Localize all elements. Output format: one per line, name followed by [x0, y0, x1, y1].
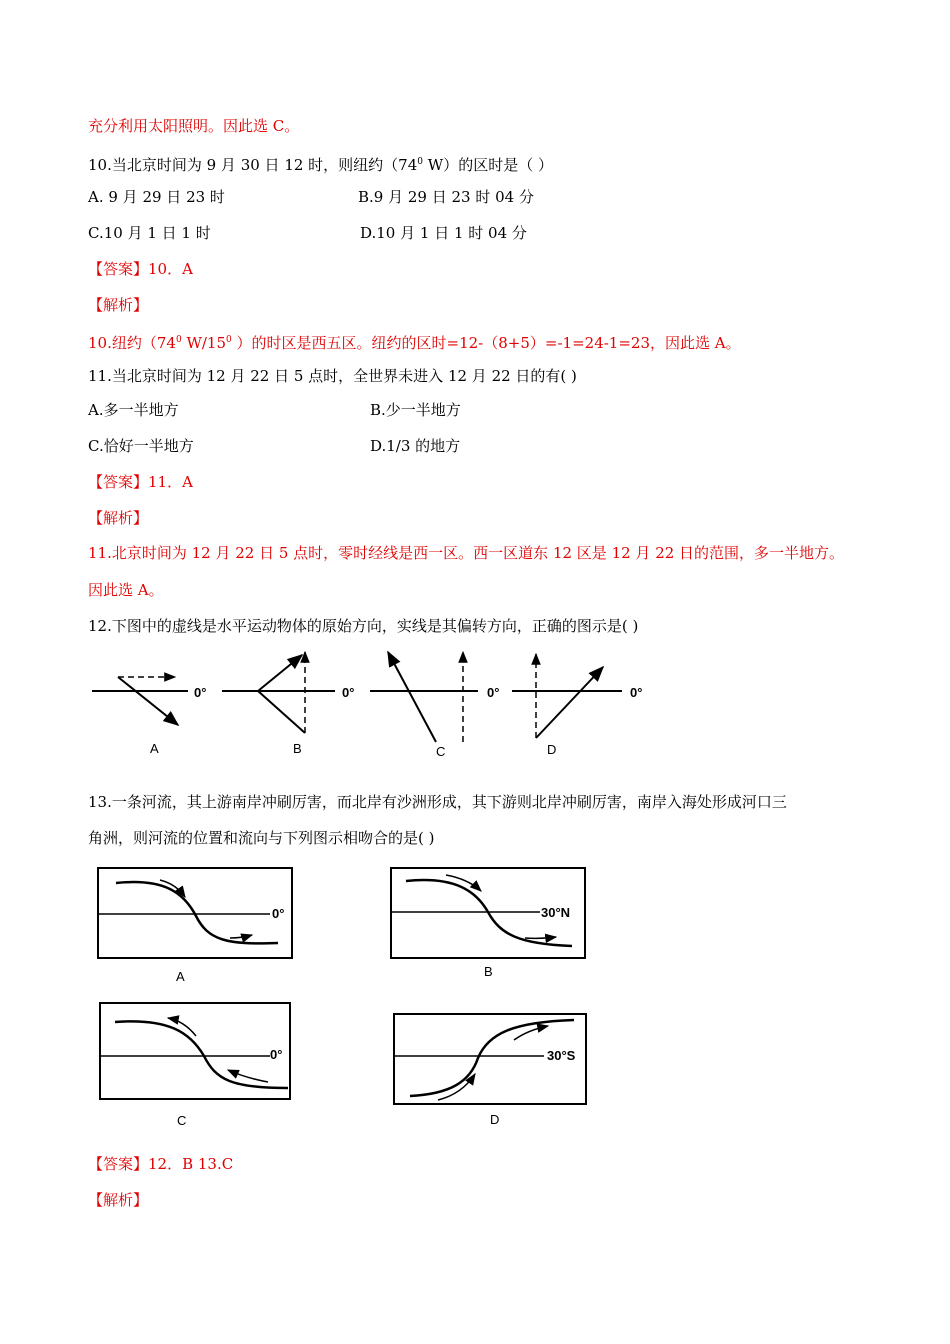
q13-d-arrow1 — [438, 1074, 475, 1100]
q12-stem: 12.下图中的虚线是水平运动物体的原始方向，实线是其偏转方向，正确的图示是( ) — [88, 617, 639, 635]
q13-figure-c — [100, 1003, 290, 1128]
q11-answer: 【答案】11．A — [88, 473, 193, 491]
q12-c-lat: 0° — [487, 685, 500, 700]
q13-stem-line2: 角洲，则河流的位置和流向与下列图示相吻合的是( ) — [88, 829, 435, 847]
q13-b-lat: 30°N — [541, 905, 571, 920]
q11-option-a: A.多一半地方 — [88, 401, 179, 419]
q11-analysis-tag: 【解析】 — [88, 509, 149, 527]
q12-figure-b — [222, 652, 354, 756]
q10-option-c: C.10 月 1 日 1 时 — [88, 224, 211, 242]
q11-analysis-line2: 因此选 A。 — [88, 581, 164, 599]
q13-b-arrow2 — [525, 937, 556, 938]
q13-c-arrow2 — [228, 1070, 268, 1082]
q10-option-d: D.10 月 1 日 1 时 04 分 — [360, 224, 527, 242]
q12-d-label: D — [547, 742, 557, 757]
q13-a-arrow2 — [230, 935, 252, 938]
q13-c-river — [115, 1021, 288, 1088]
q12-a-solid-arrow — [118, 677, 178, 725]
q11-stem: 11.当北京时间为 12 月 22 日 5 点时，全世界未进入 12 月 22 日的有( ) — [88, 367, 577, 385]
q10-option-b: B.9 月 29 日 23 时 04 分 — [358, 188, 534, 206]
q13-c-label: C — [177, 1113, 187, 1128]
q13-a-arrow1 — [160, 880, 185, 897]
q10-stem: 10.当北京时间为 9 月 30 日 12 时，则纽约（$74^0$ W）的区时是（ ） — [88, 156, 553, 174]
q11-analysis-line1: 11.北京时间为 12 月 22 日 5 点时，零时经线是西一区。西一区道东 12 区是 12 月 22 日的范围，多一半地方。 — [88, 544, 845, 562]
q11-option-d: D.1/3 的地方 — [370, 437, 461, 455]
q13-figure-b — [391, 868, 585, 979]
q11-option-b: B.少一半地方 — [370, 401, 461, 419]
q12-a-lat: 0° — [194, 685, 207, 700]
q13-a-label: A — [176, 969, 185, 984]
q12-13-answer: 【答案】12．B 13.C — [88, 1155, 234, 1173]
q12-d-lat: 0° — [630, 685, 643, 700]
q13-c-lat: 0° — [270, 1047, 283, 1062]
q13-a-river — [116, 882, 278, 943]
q11-option-c: C.恰好一半地方 — [88, 437, 194, 455]
q10-analysis-tag: 【解析】 — [88, 296, 149, 314]
intro-line: 充分利用太阳照明。因此选 C。 — [88, 117, 300, 135]
q13-figure-a — [98, 868, 292, 984]
q13-d-arrow2 — [514, 1026, 548, 1040]
q12-figure-a — [92, 677, 206, 756]
q13-d-label: D — [490, 1112, 500, 1127]
q13-stem-line1: 13.一条河流，其上游南岸冲刷厉害，而北岸有沙洲形成，其下游则北岸冲刷厉害，南岸入海处形成河口三 — [88, 793, 787, 811]
q12-b-solid-arrow — [258, 655, 302, 691]
q12-c-label: C — [436, 744, 446, 759]
q13-b-label: B — [484, 964, 493, 979]
q13-d-lat: 30°S — [547, 1048, 576, 1063]
q10-analysis: 10.纽约（$74^0$ $W/15^0$ ）的时区是西五区。纽约的区时=12-（8+5）=-1=24-1=23，因此选 A。 — [88, 334, 741, 352]
q12-c-solid-arrow — [388, 652, 436, 742]
q12-b-label: B — [293, 741, 302, 756]
q13-a-lat: 0° — [272, 906, 285, 921]
q10-option-a: A. 9 月 29 日 23 时 — [88, 188, 225, 206]
q10-answer: 【答案】10．A — [88, 260, 193, 278]
q12-13-analysis-tag: 【解析】 — [88, 1191, 149, 1209]
q12-figure-d — [512, 654, 642, 757]
q12-figure-c — [370, 652, 499, 759]
q12-d-solid-arrow — [536, 667, 603, 738]
q13-figure-d — [394, 1014, 586, 1127]
q12-a-label: A — [150, 741, 159, 756]
q12-b-lat: 0° — [342, 685, 355, 700]
